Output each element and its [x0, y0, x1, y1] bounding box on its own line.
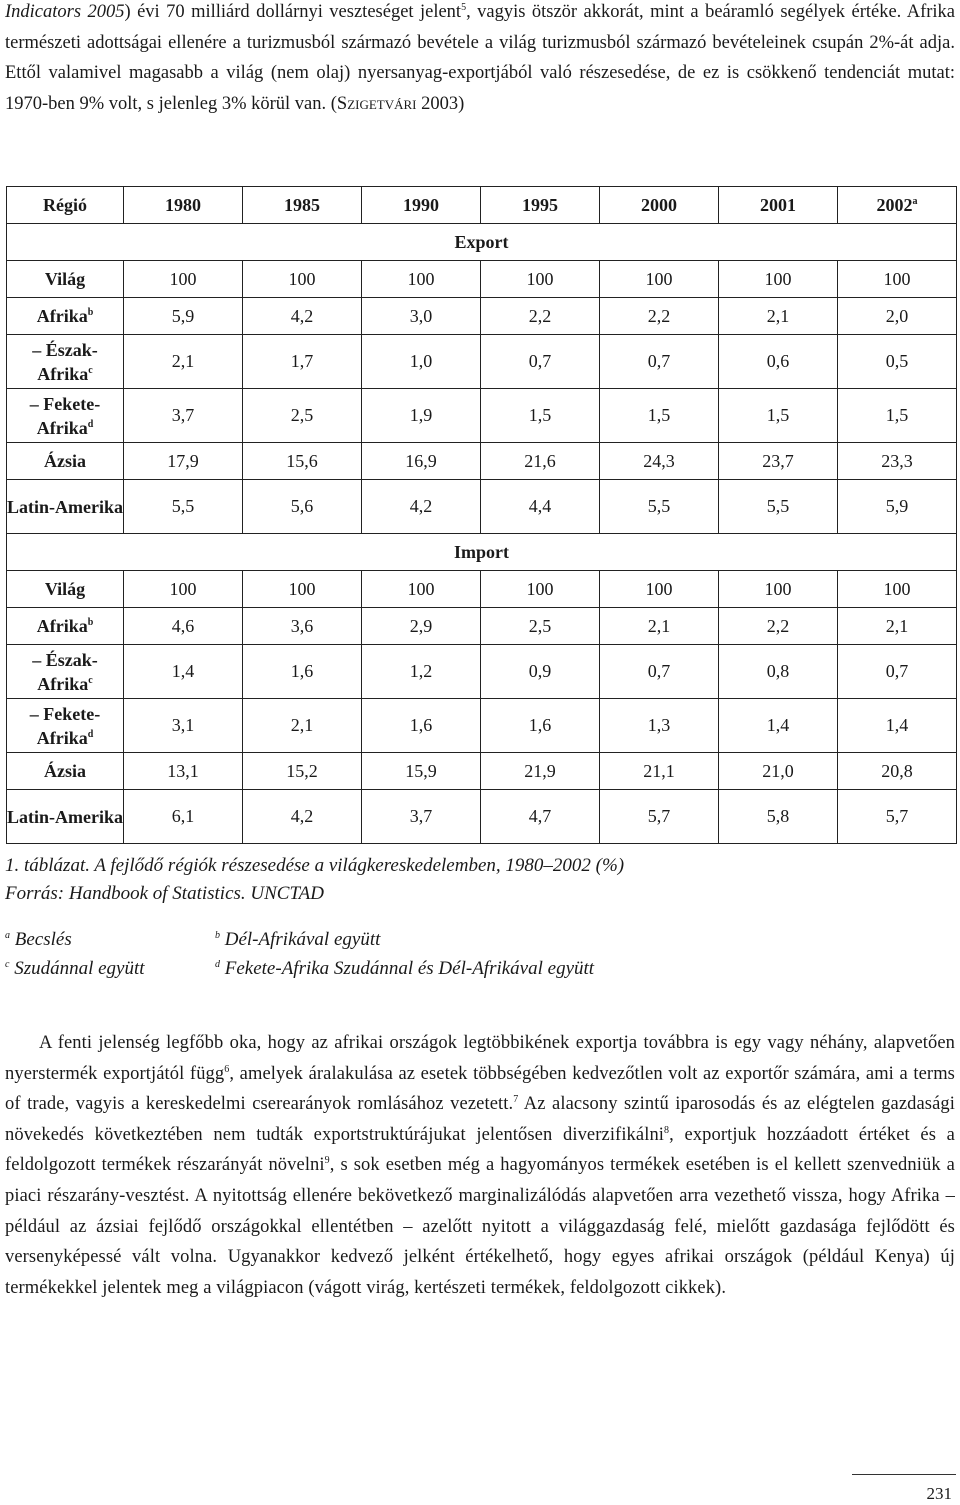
table-row	[7, 335, 957, 389]
value-cell: 3,7	[362, 790, 481, 844]
value-cell: 17,9	[124, 443, 243, 480]
intro-text-a: ) évi 70 milliárd dollárnyi veszteséget jelent	[124, 2, 462, 22]
value-cell: 100	[838, 261, 957, 298]
section-row-export	[7, 224, 957, 261]
intro-text-c: 2003)	[416, 93, 465, 114]
region-cell	[7, 298, 124, 335]
value-cell: 4,6	[124, 608, 243, 645]
page-number: 231	[926, 1484, 952, 1503]
header-row	[7, 187, 957, 224]
value-cell: 100	[719, 261, 838, 298]
value-cell: 2,1	[838, 608, 957, 645]
value-cell: 1,7	[243, 335, 362, 389]
footnote-text-d: Fekete-Afrika Szudánnal és Dél-Afrikával együtt	[220, 958, 595, 979]
region-cell	[7, 608, 124, 645]
region-cell	[7, 571, 124, 608]
value-cell: 21,1	[600, 753, 719, 790]
footnote-ref-6[interactable]: 6	[224, 1063, 230, 1075]
header-year: 2001	[719, 187, 838, 224]
value-cell: 2,2	[719, 608, 838, 645]
value-cell: 1,5	[838, 389, 957, 443]
table-row	[7, 443, 957, 480]
table-row	[7, 261, 957, 298]
value-cell: 1,6	[243, 645, 362, 699]
value-cell: 1,4	[124, 645, 243, 699]
footnote-mark-a: a	[5, 930, 10, 941]
value-cell: 5,9	[124, 298, 243, 335]
value-cell: 1,5	[719, 389, 838, 443]
value-cell: 100	[838, 571, 957, 608]
table-row	[7, 608, 957, 645]
table-footnotes	[5, 925, 955, 983]
value-cell: 2,5	[243, 389, 362, 443]
region-label: Ázsia	[44, 451, 86, 471]
value-cell: 100	[243, 571, 362, 608]
value-cell: 4,2	[362, 480, 481, 534]
region-label: Latin-Amerika	[7, 806, 123, 827]
value-cell: 2,2	[481, 298, 600, 335]
value-cell: 3,7	[124, 389, 243, 443]
region-footnote-mark: d	[87, 728, 94, 740]
region-label: Világ	[44, 579, 86, 599]
region-cell	[7, 389, 124, 443]
header-year: 2000	[600, 187, 719, 224]
value-cell: 1,4	[719, 699, 838, 753]
value-cell: 15,6	[243, 443, 362, 480]
region-cell	[7, 480, 124, 534]
header-year: 1980	[124, 187, 243, 224]
body-text-5: , s sok esetben még a hagyományos termékek esetében is el kellett szenvedniük a piaci részarány-vesztést. A nyitottság ellenére bekövetkező marginalizálódás alapvetően arra vezethető vissza, hogy Afrika – például az ázsiai fejlődő országokkal ellentétben – azelőtt nyitott a világgazdaság felé, mielőtt gazdasága fejlődött és versenyképessé vált volna. Ugyanakkor kedvező jelként értékelhető, hogy egyes afrikai országok (például Kenya) új termékekkel jelentek meg a világpiacon (vágott virág, kertészeti termékek, feldolgozott cikkek).	[5, 1155, 955, 1298]
value-cell: 0,9	[481, 645, 600, 699]
region-label: Latin-Amerika	[7, 496, 123, 517]
value-cell: 2,1	[719, 298, 838, 335]
value-cell: 3,6	[243, 608, 362, 645]
value-cell: 2,1	[600, 608, 719, 645]
header-year: 1985	[243, 187, 362, 224]
region-cell	[7, 261, 124, 298]
footnote-row	[5, 954, 955, 983]
value-cell: 5,5	[600, 480, 719, 534]
value-cell: 21,0	[719, 753, 838, 790]
body-text-1: A fenti jelenség legfőbb oka, hogy az afrikai országok legtöbbikének exportja továbbra is egy vagy néhány, alapvetően nyerstermék exportjától függ	[5, 1033, 955, 1084]
region-label: – Észak-Afrika	[32, 649, 98, 694]
value-cell: 23,7	[719, 443, 838, 480]
value-cell: 100	[124, 571, 243, 608]
footnote-text-c: Szudánnal együtt	[9, 958, 145, 979]
value-cell: 0,6	[719, 335, 838, 389]
table-row	[7, 753, 957, 790]
header-year-text: 2002	[876, 194, 913, 215]
footnote-mark-d: d	[215, 959, 220, 970]
value-cell: 1,2	[362, 645, 481, 699]
footnote-a	[5, 925, 215, 954]
body-text-3: Az alacsony szintű iparosodás és az elégtelen gazdasági növekedés következtében nem tudták exportstruktúrájukat jelentősen diverzifikálni	[5, 1094, 955, 1145]
caption-source: Forrás: Handbook of Statistics. UNCTAD	[5, 883, 324, 904]
table-row	[7, 571, 957, 608]
value-cell: 1,6	[481, 699, 600, 753]
table-row	[7, 389, 957, 443]
table-row	[7, 298, 957, 335]
header-footnote-mark: a	[912, 195, 918, 207]
footnote-ref-5[interactable]: 5	[461, 2, 467, 13]
value-cell: 5,8	[719, 790, 838, 844]
body-text-2: , amelyek áralakulása az esetek többségében kedvezőtlen volt az exportőr számára, ami a terms of trade, vagyis a kereskedelmi cserearányok romlásához vezetett.	[5, 1063, 955, 1115]
value-cell: 4,2	[243, 790, 362, 844]
value-cell: 1,0	[362, 335, 481, 389]
value-cell: 100	[719, 571, 838, 608]
value-cell: 15,2	[243, 753, 362, 790]
value-cell: 20,8	[838, 753, 957, 790]
value-cell: 4,4	[481, 480, 600, 534]
region-label: – Észak-Afrika	[32, 339, 98, 384]
value-cell: 100	[362, 571, 481, 608]
value-cell: 0,7	[838, 645, 957, 699]
value-cell: 3,0	[362, 298, 481, 335]
value-cell: 4,7	[481, 790, 600, 844]
region-label: Ázsia	[44, 761, 86, 781]
region-label: – Fekete-Afrika	[29, 393, 101, 438]
value-cell: 6,1	[124, 790, 243, 844]
section-label-export: Export	[7, 224, 957, 261]
value-cell: 1,5	[600, 389, 719, 443]
value-cell: 1,4	[838, 699, 957, 753]
body-paragraph	[5, 1028, 955, 1303]
value-cell: 5,5	[719, 480, 838, 534]
value-cell: 2,0	[838, 298, 957, 335]
intro-source-italic: Indicators 2005	[5, 2, 125, 22]
header-region: Régió	[7, 187, 124, 224]
value-cell: 5,9	[838, 480, 957, 534]
table-row	[7, 699, 957, 753]
region-cell	[7, 335, 124, 389]
author-citation: Szigetvári	[336, 93, 417, 114]
region-label: – Fekete-Afrika	[29, 703, 101, 748]
value-cell: 100	[362, 261, 481, 298]
page-number-rule	[852, 1474, 956, 1475]
caption-title: 1. táblázat. A fejlődő régiók részesedése a világkereskedelemben, 1980–2002 (%)	[5, 855, 625, 876]
value-cell: 3,1	[124, 699, 243, 753]
value-cell: 100	[481, 261, 600, 298]
region-footnote-mark: c	[88, 674, 93, 686]
header-year: 1990	[362, 187, 481, 224]
section-label-import: Import	[7, 534, 957, 571]
value-cell: 2,1	[124, 335, 243, 389]
region-label: Afrika	[36, 306, 88, 326]
trade-share-table	[6, 186, 957, 844]
value-cell: 0,7	[600, 645, 719, 699]
footnote-ref-7[interactable]: 7	[513, 1094, 519, 1106]
region-cell	[7, 645, 124, 699]
footnote-b	[215, 925, 380, 954]
value-cell: 5,7	[838, 790, 957, 844]
body-text-4: , exportjuk hozzáadott értéket és a feldolgozott termékek részarányát növelni	[5, 1124, 955, 1176]
value-cell: 1,6	[362, 699, 481, 753]
value-cell: 1,5	[481, 389, 600, 443]
region-footnote-mark: b	[87, 307, 94, 318]
value-cell: 2,9	[362, 608, 481, 645]
footnote-c	[5, 954, 215, 983]
intro-paragraph	[5, 0, 955, 119]
value-cell: 2,2	[600, 298, 719, 335]
value-cell: 13,1	[124, 753, 243, 790]
table-row	[7, 790, 957, 844]
value-cell: 0,8	[719, 645, 838, 699]
value-cell: 5,7	[600, 790, 719, 844]
value-cell: 16,9	[362, 443, 481, 480]
value-cell: 2,5	[481, 608, 600, 645]
footnote-text-a: Becslés	[10, 929, 72, 950]
value-cell: 100	[481, 571, 600, 608]
region-cell	[7, 443, 124, 480]
value-cell: 1,9	[362, 389, 481, 443]
value-cell: 0,7	[481, 335, 600, 389]
value-cell: 21,9	[481, 753, 600, 790]
region-footnote-mark: d	[87, 418, 94, 430]
section-row-import	[7, 534, 957, 571]
value-cell: 0,5	[838, 335, 957, 389]
value-cell: 100	[243, 261, 362, 298]
footnote-mark-c: c	[5, 959, 10, 970]
region-cell	[7, 753, 124, 790]
value-cell: 4,2	[243, 298, 362, 335]
value-cell: 24,3	[600, 443, 719, 480]
table-row	[7, 480, 957, 534]
header-year-2002	[838, 187, 957, 224]
region-label: Afrika	[36, 616, 88, 636]
footnote-d	[215, 954, 594, 983]
region-footnote-mark: c	[88, 364, 93, 376]
footnote-text-b: Dél-Afrikával együtt	[220, 929, 381, 950]
footnote-row	[5, 925, 955, 954]
value-cell: 5,6	[243, 480, 362, 534]
footnote-ref-8[interactable]: 8	[664, 1124, 670, 1136]
footnote-mark-b: b	[215, 930, 220, 941]
region-label: Világ	[44, 269, 86, 289]
region-footnote-mark: b	[87, 617, 94, 628]
region-cell	[7, 790, 124, 844]
value-cell: 5,5	[124, 480, 243, 534]
value-cell: 100	[124, 261, 243, 298]
value-cell: 100	[600, 571, 719, 608]
value-cell: 23,3	[838, 443, 957, 480]
value-cell: 21,6	[481, 443, 600, 480]
value-cell: 100	[600, 261, 719, 298]
table-caption	[5, 852, 955, 908]
value-cell: 0,7	[600, 335, 719, 389]
value-cell: 1,3	[600, 699, 719, 753]
intro-text-b: , vagyis ötször akkorát, mint a beáramló segélyek értéke. Afrika természeti adottságai ellenére a turizmusból származó bevétele a világ turizmusból származó bevételeinek csupán 2%-át adja. Ettől valamivel magasabb a világ (nem olaj) nyersanyag-exportjából való részesedése, de ez is csökkenő tendenciát mutat: 1970-ben 9% volt, s jelenleg 3% körül van. (	[5, 2, 955, 114]
footnote-ref-9[interactable]: 9	[324, 1155, 330, 1167]
value-cell: 15,9	[362, 753, 481, 790]
header-year: 1995	[481, 187, 600, 224]
region-cell	[7, 699, 124, 753]
value-cell: 2,1	[243, 699, 362, 753]
table-row	[7, 645, 957, 699]
